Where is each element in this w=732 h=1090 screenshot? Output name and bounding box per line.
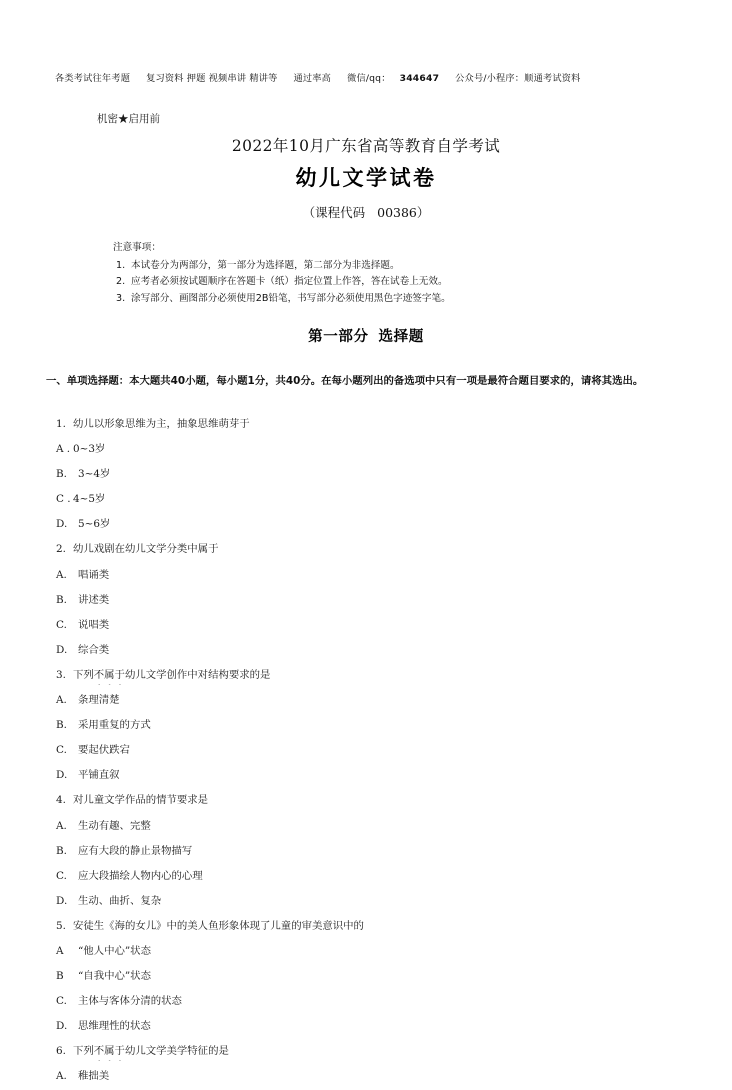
question-stem-before: 下列 [73, 1045, 94, 1058]
option-text: 主体与客体分清的状态 [78, 995, 182, 1008]
option-text: “他人中心”状态 [78, 944, 151, 957]
question-number: 4. [56, 794, 66, 807]
question-block [56, 663, 696, 788]
question-stem-text: 对儿童文学作品的情节要求是 [73, 794, 209, 807]
option-text: 思维理性的状态 [78, 1020, 151, 1033]
option-text: 采用重复的方式 [78, 719, 151, 732]
question-option[interactable] [56, 1014, 696, 1039]
promo-segment-4: 344647 [399, 73, 440, 84]
option-letter: B. [56, 468, 67, 481]
part-label: 第一部分 [308, 329, 369, 345]
page-title: 幼儿文学试卷 [295, 166, 437, 190]
question-option[interactable] [56, 989, 696, 1014]
question-stem [56, 914, 696, 939]
notice-item-text: 本试卷分为两部分，第一部分为选择题，第二部分为非选择题。 [131, 259, 400, 271]
question-number: 2. [56, 543, 66, 556]
question-stem-text [73, 663, 270, 688]
question-block [56, 412, 696, 537]
option-text: 稚拙美 [78, 1070, 110, 1083]
question-stem [56, 537, 696, 562]
option-letter: A. [56, 694, 67, 707]
question-option[interactable] [56, 588, 696, 613]
question-block [56, 788, 696, 913]
question-stem-text: 幼儿以形象思维为主，抽象思维萌芽于 [73, 418, 250, 430]
question-option[interactable] [56, 613, 696, 638]
question-option[interactable] [56, 839, 696, 864]
option-letter: A. [56, 568, 67, 581]
option-letter: C. [56, 618, 67, 631]
question-number: 6. [56, 1045, 66, 1058]
option-text: 唱诵类 [78, 568, 110, 581]
course-code-label: （课程代码 [302, 205, 366, 220]
promo-header-bar [55, 70, 675, 84]
question-stem-text: 幼儿戏剧在幼儿文学分类中属于 [73, 543, 219, 556]
question-stem [56, 788, 696, 813]
option-letter: C. [56, 995, 67, 1008]
option-text: 4~5岁 [73, 493, 106, 506]
notice-block [113, 240, 613, 307]
notice-item-number: 3. [116, 292, 126, 304]
question-block [56, 914, 696, 1039]
option-letter: C . [56, 493, 71, 506]
option-letter: D. [56, 518, 68, 531]
question-number: 1. [56, 418, 66, 430]
notice-item [113, 274, 613, 291]
option-letter: A. [56, 1070, 67, 1083]
part-name: 选择题 [378, 329, 424, 345]
option-letter: B. [56, 844, 67, 857]
option-letter: B [56, 970, 64, 983]
option-text: 综合类 [78, 643, 110, 656]
question-option[interactable] [56, 864, 696, 889]
question-stem [56, 412, 696, 437]
option-text: 说唱类 [78, 618, 110, 631]
question-option[interactable] [56, 964, 696, 989]
part-heading [0, 325, 732, 346]
option-text: “自我中心”状态 [78, 970, 151, 983]
question-option[interactable] [56, 437, 696, 462]
question-list [56, 412, 696, 1090]
notice-item-text: 涂写部分、画图部分必须使用2B铅笔，书写部分必须使用黑色字迹签字笔。 [131, 292, 451, 304]
option-letter: B. [56, 719, 67, 732]
question-option[interactable] [56, 814, 696, 839]
course-code-line [0, 203, 732, 221]
option-letter: A . [56, 443, 71, 456]
option-letter: C. [56, 869, 67, 882]
question-stem [56, 663, 696, 688]
question-stem-text [73, 1039, 229, 1064]
promo-segment-2: 通过率高 [293, 73, 332, 84]
option-text: 讲述类 [78, 593, 110, 606]
promo-segment-3: 微信/qq： [347, 73, 391, 84]
question-option[interactable] [56, 688, 696, 713]
question-number: 3. [56, 668, 66, 681]
option-letter: A. [56, 819, 67, 832]
notice-title: 注意事项： [113, 242, 161, 253]
question-option[interactable] [56, 638, 696, 663]
option-letter: D. [56, 894, 68, 907]
option-text: 应大段描绘人物内心的心理 [78, 869, 203, 882]
notice-item-list [113, 258, 613, 308]
notice-item [113, 291, 613, 308]
question-number: 5. [56, 919, 66, 932]
section-instruction: 一、单项选择题：本大题共40小题，每小题1分，共40分。在每小题列出的备选项中只有一项是最符合题目要求的，请将其选出。 [46, 375, 644, 387]
question-stem [56, 1039, 696, 1064]
option-letter: D. [56, 769, 68, 782]
question-block [56, 537, 696, 662]
question-stem-before: 下列 [73, 668, 94, 681]
option-text: 要起伏跌宕 [78, 744, 130, 757]
option-text: 0~3岁 [73, 443, 106, 456]
option-letter: D. [56, 643, 68, 656]
question-stem-emphasis: 不属于 [94, 1039, 125, 1064]
promo-segment-5: 公众号/小程序：顺通考试资料 [455, 73, 581, 84]
promo-segment-0: 各类考试往年考题 [55, 73, 131, 84]
question-option[interactable] [56, 563, 696, 588]
question-stem-text: 安徒生《海的女儿》中的美人鱼形象体现了儿童的审美意识中的 [73, 919, 364, 932]
option-letter: D. [56, 1020, 68, 1033]
option-text: 条理清楚 [78, 694, 120, 707]
question-option[interactable] [56, 487, 696, 512]
course-code-value: 00386） [377, 205, 430, 220]
question-option[interactable] [56, 889, 696, 914]
notice-item-number: 1. [116, 259, 126, 271]
question-option[interactable] [56, 939, 696, 964]
question-block [56, 1039, 696, 1089]
option-text: 生动有趣、完整 [78, 819, 151, 832]
notice-item-number: 2. [116, 276, 126, 287]
question-stem-after: 幼儿文学创作中对结构要求的是 [124, 668, 271, 681]
question-option[interactable] [56, 713, 696, 738]
confidential-mark: 机密★启用前 [97, 113, 160, 125]
option-text: 3~4岁 [78, 468, 111, 481]
question-option[interactable] [56, 1064, 696, 1089]
question-option[interactable] [56, 763, 696, 788]
question-option[interactable] [56, 512, 696, 537]
question-stem-emphasis: 不属于 [94, 663, 125, 688]
option-letter: B. [56, 593, 67, 606]
question-option[interactable] [56, 462, 696, 487]
promo-segment-1: 复习资料 押题 视频串讲 精讲等 [146, 73, 278, 84]
option-text: 平铺直叙 [78, 769, 120, 782]
option-letter: A [56, 944, 64, 957]
question-stem-after: 幼儿文学美学特征的是 [124, 1045, 229, 1058]
exam-name-line: 2022年10月广东省高等教育自学考试 [231, 137, 501, 155]
option-text: 生动、曲折、复杂 [78, 894, 162, 907]
option-letter: C. [56, 744, 67, 757]
notice-item [113, 258, 613, 275]
option-text: 5~6岁 [78, 518, 111, 531]
notice-item-text: 应考者必须按试题顺序在答题卡（纸）指定位置上作答，答在试卷上无效。 [131, 276, 448, 287]
option-text: 应有大段的静止景物描写 [78, 844, 193, 857]
question-option[interactable] [56, 738, 696, 763]
